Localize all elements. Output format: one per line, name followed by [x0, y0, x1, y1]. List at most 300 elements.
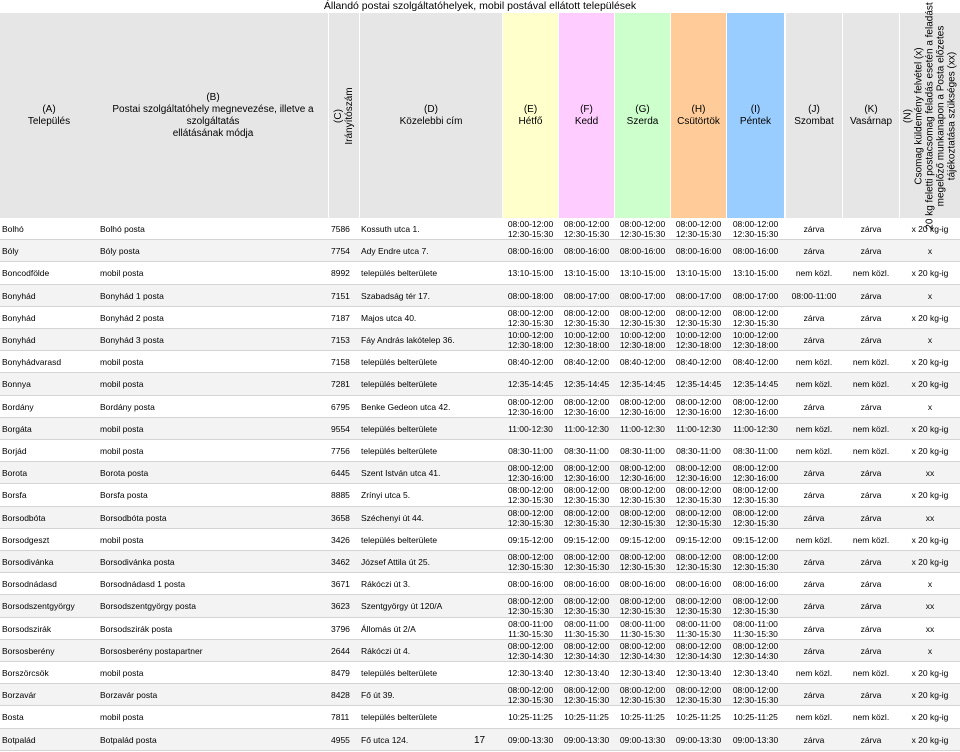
- hours-line: 12:35-14:45: [619, 379, 666, 390]
- hours-line: 12:30-16:00: [507, 473, 554, 484]
- hours-line: 08:00-16:00: [732, 246, 779, 257]
- cell-settlement: Bonyhád: [2, 290, 36, 301]
- cell-hours-tuesday: [559, 307, 614, 329]
- table-row: [0, 484, 960, 506]
- hours-line: 12:30-15:30: [563, 695, 610, 706]
- cell-hours-thursday: [671, 595, 726, 617]
- cell-address: település belterülete: [361, 534, 438, 545]
- hours-line: 08:00-12:00: [675, 307, 722, 318]
- hours-line: 12:30-15:30: [675, 695, 722, 706]
- header-label: [333, 87, 355, 144]
- cell-hours-tuesday: [559, 529, 614, 551]
- cell-hours-thursday: [671, 729, 726, 751]
- cell-hours-tuesday: [559, 440, 614, 462]
- cell-hours-friday: [727, 507, 784, 529]
- hours-line: 08:00-12:00: [563, 507, 610, 518]
- cell-hours-monday: [503, 440, 558, 462]
- cell-hours-monday: [503, 418, 558, 440]
- hours-line: 12:30-14:30: [675, 650, 722, 661]
- cell-hours-friday: [727, 595, 784, 617]
- hours-line: 12:30-15:30: [619, 606, 666, 617]
- header-label-line: tájékoztatása szükséges (xx): [946, 51, 958, 180]
- hours-line: 08:00-12:00: [507, 463, 554, 474]
- hours-line: 08:00-18:00: [507, 290, 554, 301]
- cell-office-name: Borota posta: [100, 468, 149, 479]
- hours-line: 08:40-12:00: [732, 357, 779, 368]
- cell-settlement: Borsodgeszt: [2, 534, 50, 545]
- header-label-line: Irányítószám: [344, 86, 355, 145]
- cell-postcode: 6445: [331, 468, 350, 479]
- cell-office-name: Borzavár posta: [100, 690, 158, 701]
- hours-line: 11:30-15:30: [564, 628, 609, 639]
- cell-postcode: 3623: [331, 601, 350, 612]
- hours-line: 10:00-12:00: [507, 330, 554, 340]
- hours-line: 12:30-16:00: [507, 406, 554, 417]
- header-col-i: [727, 13, 784, 218]
- cell-settlement: Bolhó: [2, 224, 24, 234]
- hours-line: 08:00-12:00: [619, 307, 666, 318]
- cell-address: Zrínyi utca 5.: [361, 490, 411, 501]
- header-col-g: [615, 13, 670, 218]
- cell-settlement: Borsodbóta: [2, 512, 46, 523]
- cell-hours-sunday: nem közl.: [852, 379, 890, 390]
- header-label-line: Szombat: [794, 115, 834, 127]
- cell-postcode: 7187: [331, 312, 350, 323]
- hours-line: 09:15-12:00: [563, 534, 610, 545]
- cell-hours-monday: [503, 706, 558, 728]
- cell-hours-tuesday: [559, 573, 614, 595]
- hours-line: 09:15-12:00: [507, 534, 554, 545]
- hours-line: 13:10-15:00: [732, 268, 779, 279]
- cell-parcel: x: [927, 335, 933, 345]
- cell-hours-thursday: [671, 307, 726, 329]
- cell-hours-tuesday: [559, 484, 614, 506]
- hours-line: 12:30-13:40: [619, 668, 666, 678]
- cell-office-name: Borsodszirák posta: [100, 623, 173, 634]
- cell-office-name: Bonyhád 1 posta: [100, 290, 164, 301]
- hours-line: 13:10-15:00: [675, 268, 722, 279]
- cell-hours-friday: [727, 729, 784, 751]
- hours-line: 12:35-14:45: [507, 379, 554, 390]
- hours-line: 12:30-15:30: [732, 495, 779, 506]
- header-label-line: (J): [808, 103, 820, 115]
- cell-hours-tuesday: [559, 396, 614, 418]
- hours-line: 12:30-15:30: [675, 317, 722, 328]
- cell-address: Szentgyörgy út 120/A: [361, 601, 443, 612]
- hours-line: 08:00-12:00: [563, 307, 610, 318]
- cell-hours-sunday: zárva: [860, 557, 882, 567]
- cell-hours-monday: [503, 396, 558, 418]
- header-col-j: [786, 13, 842, 218]
- cell-hours-thursday: [671, 240, 726, 262]
- cell-settlement: Botpalád: [2, 734, 36, 745]
- page-title: Állandó postai szolgáltatóhelyek, mobil postával ellátott települések: [323, 0, 637, 12]
- cell-hours-tuesday: [559, 418, 614, 440]
- cell-hours-friday: [727, 462, 784, 484]
- table-body: [0, 218, 960, 750]
- cell-address: Állomás út 2/A: [361, 623, 416, 634]
- hours-line: 12:30-16:00: [675, 473, 722, 484]
- cell-parcel: xx: [925, 512, 935, 523]
- cell-hours-friday: [727, 440, 784, 462]
- cell-parcel: x: [927, 579, 933, 590]
- cell-settlement: Borgáta: [2, 423, 32, 434]
- cell-hours-sunday: nem közl.: [852, 357, 890, 368]
- hours-line: 13:10-15:00: [619, 268, 666, 279]
- cell-hours-thursday: [671, 440, 726, 462]
- table-row: [0, 285, 960, 307]
- cell-hours-wednesday: [615, 218, 670, 240]
- cell-hours-tuesday: [559, 373, 614, 395]
- header-col-e: [503, 13, 558, 218]
- cell-hours-monday: [503, 218, 558, 240]
- hours-line: 12:30-15:30: [732, 606, 779, 617]
- hours-line: 08:00-16:00: [675, 579, 722, 590]
- cell-hours-saturday: zárva: [803, 246, 825, 257]
- cell-hours-monday: [503, 507, 558, 529]
- hours-line: 13:10-15:00: [507, 268, 554, 279]
- header-label-line: Csütörtök: [677, 115, 720, 127]
- hours-line: 12:35-14:45: [675, 379, 722, 390]
- hours-line: 12:30-16:00: [732, 406, 779, 417]
- cell-hours-monday: [503, 529, 558, 551]
- hours-line: 12:30-15:30: [563, 317, 610, 328]
- hours-line: 10:00-12:00: [563, 330, 610, 340]
- header-label-line: Csomag küldemény felvétel (x): [913, 46, 925, 185]
- hours-line: 12:30-15:30: [619, 695, 666, 706]
- cell-settlement: Bóly: [2, 246, 19, 257]
- hours-line: 12:30-13:40: [675, 668, 722, 678]
- cell-hours-tuesday: [559, 351, 614, 373]
- hours-line: 11:00-12:30: [733, 423, 778, 434]
- cell-hours-thursday: [671, 618, 726, 640]
- cell-parcel: x: [927, 290, 933, 301]
- cell-hours-wednesday: [615, 462, 670, 484]
- cell-postcode: 3426: [331, 534, 350, 545]
- hours-line: 08:00-12:00: [619, 552, 666, 562]
- cell-hours-saturday: nem közl.: [795, 423, 833, 434]
- hours-line: 11:00-12:30: [508, 423, 553, 434]
- hours-line: 12:30-15:30: [563, 517, 610, 528]
- hours-line: 08:00-12:00: [507, 307, 554, 318]
- hours-line: 08:00-12:00: [563, 640, 610, 651]
- cell-office-name: Borsodbóta posta: [100, 512, 167, 523]
- cell-hours-tuesday: [559, 218, 614, 240]
- cell-address: település belterülete: [361, 268, 438, 279]
- cell-postcode: 7586: [331, 224, 350, 234]
- cell-postcode: 2644: [331, 645, 350, 656]
- hours-line: 12:30-18:00: [619, 340, 666, 350]
- hours-line: 12:30-16:00: [563, 406, 610, 417]
- hours-line: 08:00-12:00: [675, 485, 722, 496]
- cell-hours-sunday: nem közl.: [852, 446, 890, 456]
- cell-postcode: 9554: [331, 423, 350, 434]
- cell-hours-wednesday: [615, 640, 670, 662]
- hours-line: 08:00-12:00: [732, 219, 779, 229]
- hours-line: 12:30-15:30: [619, 517, 666, 528]
- cell-settlement: Borsodivánka: [2, 557, 54, 567]
- hours-line: 08:00-12:00: [619, 507, 666, 518]
- cell-postcode: 3671: [331, 579, 350, 590]
- hours-line: 08:00-11:00: [620, 618, 665, 629]
- cell-parcel: x 20 kg-ig: [911, 423, 949, 434]
- hours-line: 12:30-15:30: [507, 229, 554, 239]
- cell-office-name: Bonyhád 2 posta: [100, 312, 164, 323]
- cell-address: Széchenyi út 44.: [361, 512, 424, 523]
- cell-postcode: 8992: [331, 268, 350, 279]
- table-row: [0, 640, 960, 662]
- table-row: [0, 329, 960, 351]
- hours-line: 12:35-14:45: [563, 379, 610, 390]
- table-row: [0, 529, 960, 551]
- hours-line: 12:30-18:00: [507, 340, 554, 350]
- hours-line: 08:00-17:00: [732, 290, 779, 301]
- cell-hours-thursday: [671, 329, 726, 351]
- hours-line: 08:00-12:00: [619, 463, 666, 474]
- cell-parcel: x 20 kg-ig: [911, 312, 949, 323]
- hours-line: 08:00-12:00: [563, 685, 610, 696]
- hours-line: 08:00-12:00: [563, 552, 610, 562]
- hours-line: 08:30-11:00: [508, 446, 553, 456]
- hours-line: 12:30-15:30: [619, 317, 666, 328]
- cell-hours-tuesday: [559, 285, 614, 307]
- cell-hours-monday: [503, 351, 558, 373]
- cell-parcel: xx: [925, 601, 935, 612]
- cell-hours-saturday: nem közl.: [795, 534, 833, 545]
- cell-hours-monday: [503, 662, 558, 684]
- cell-hours-thursday: [671, 573, 726, 595]
- cell-hours-thursday: [671, 396, 726, 418]
- cell-hours-saturday: 08:00-11:00: [791, 290, 837, 301]
- hours-line: 08:00-12:00: [507, 552, 554, 562]
- cell-address: Majos utca 40.: [361, 312, 417, 323]
- hours-line: 08:40-12:00: [675, 357, 722, 368]
- table-row: [0, 684, 960, 706]
- cell-hours-saturday: nem közl.: [795, 668, 833, 678]
- cell-hours-wednesday: [615, 396, 670, 418]
- hours-line: 08:40-12:00: [563, 357, 610, 368]
- cell-parcel: xx: [925, 623, 935, 634]
- header-col-c: [329, 13, 359, 218]
- hours-line: 09:00-13:30: [507, 734, 554, 745]
- cell-hours-saturday: zárva: [803, 312, 825, 323]
- cell-office-name: mobil posta: [100, 357, 144, 368]
- hours-line: 12:30-14:30: [732, 650, 779, 661]
- cell-hours-wednesday: [615, 507, 670, 529]
- cell-hours-thursday: [671, 218, 726, 240]
- cell-hours-tuesday: [559, 551, 614, 573]
- hours-line: 08:00-12:00: [563, 463, 610, 474]
- hours-line: 09:00-13:30: [732, 734, 779, 745]
- cell-hours-saturday: nem közl.: [795, 268, 833, 279]
- cell-hours-sunday: nem közl.: [852, 534, 890, 545]
- hours-line: 08:00-12:00: [732, 685, 779, 696]
- header-label-line: Szerda: [626, 115, 659, 127]
- table-row: [0, 507, 960, 529]
- cell-hours-friday: [727, 618, 784, 640]
- cell-settlement: Borsosberény: [2, 645, 55, 656]
- hours-line: 12:30-16:00: [619, 473, 666, 484]
- hours-line: 08:00-17:00: [563, 290, 610, 301]
- hours-line: 08:00-17:00: [619, 290, 666, 301]
- hours-line: 08:00-17:00: [675, 290, 722, 301]
- hours-line: 12:30-18:00: [732, 340, 779, 350]
- cell-office-name: Borsodszentgyörgy posta: [100, 601, 196, 612]
- hours-line: 12:30-13:40: [732, 668, 779, 678]
- hours-line: 12:30-15:30: [675, 495, 722, 506]
- cell-hours-friday: [727, 307, 784, 329]
- cell-hours-monday: [503, 262, 558, 284]
- cell-hours-monday: [503, 551, 558, 573]
- hours-line: 08:00-12:00: [732, 463, 779, 474]
- hours-line: 08:00-12:00: [732, 596, 779, 607]
- cell-hours-wednesday: [615, 706, 670, 728]
- cell-hours-wednesday: [615, 440, 670, 462]
- hours-line: 10:00-12:00: [675, 330, 722, 340]
- cell-hours-tuesday: [559, 640, 614, 662]
- cell-hours-friday: [727, 396, 784, 418]
- hours-line: 09:00-13:30: [675, 734, 722, 745]
- cell-parcel: x 20 kg-ig: [911, 734, 949, 745]
- cell-settlement: Borsodnádasd: [2, 579, 57, 590]
- table-row: [0, 351, 960, 373]
- cell-parcel: x 20 kg-ig: [911, 534, 949, 545]
- table-row: [0, 262, 960, 284]
- hours-line: 08:00-16:00: [619, 246, 666, 257]
- hours-line: 12:30-16:00: [732, 473, 779, 484]
- header-label-line: (D): [424, 103, 438, 115]
- hours-line: 08:40-12:00: [507, 357, 554, 368]
- hours-line: 12:30-14:30: [619, 650, 666, 661]
- hours-line: 12:30-15:30: [675, 606, 722, 617]
- cell-parcel: x 20 kg-ig: [911, 690, 949, 701]
- cell-hours-sunday: zárva: [860, 290, 882, 301]
- cell-hours-friday: [727, 573, 784, 595]
- cell-settlement: Bonyhád: [2, 312, 36, 323]
- header-label-line: (F): [580, 103, 593, 115]
- cell-hours-wednesday: [615, 351, 670, 373]
- table-row: [0, 373, 960, 395]
- table-row: [0, 307, 960, 329]
- cell-hours-sunday: zárva: [860, 690, 882, 701]
- header-label-line: (K): [864, 103, 878, 115]
- header-label-line: Péntek: [739, 115, 772, 127]
- cell-parcel: x: [927, 645, 933, 656]
- hours-line: 12:30-14:30: [507, 650, 554, 661]
- cell-hours-wednesday: [615, 329, 670, 351]
- hours-line: 10:25-11:25: [676, 712, 721, 723]
- cell-hours-tuesday: [559, 662, 614, 684]
- hours-line: 12:30-13:40: [563, 668, 610, 678]
- page-number: 17: [474, 735, 486, 746]
- header-col-a: [0, 13, 98, 218]
- hours-line: 08:00-12:00: [507, 485, 554, 496]
- hours-line: 08:40-12:00: [619, 357, 666, 368]
- table-row: [0, 618, 960, 640]
- hours-line: 12:30-18:00: [563, 340, 610, 350]
- cell-hours-thursday: [671, 285, 726, 307]
- cell-address: Szent István utca 41.: [361, 468, 441, 479]
- cell-settlement: Borsodszentgyörgy: [2, 601, 75, 612]
- cell-hours-thursday: [671, 462, 726, 484]
- cell-hours-wednesday: [615, 240, 670, 262]
- hours-line: 08:00-12:00: [563, 219, 610, 229]
- cell-hours-tuesday: [559, 240, 614, 262]
- hours-line: 08:00-12:00: [675, 463, 722, 474]
- hours-line: 08:00-11:00: [676, 618, 721, 629]
- hours-line: 13:10-15:00: [563, 268, 610, 279]
- cell-address: település belterülete: [361, 712, 438, 723]
- cell-hours-wednesday: [615, 729, 670, 751]
- hours-line: 08:00-16:00: [563, 246, 610, 257]
- hours-line: 08:00-12:00: [507, 396, 554, 407]
- hours-line: 08:00-12:00: [675, 596, 722, 607]
- cell-address: település belterülete: [361, 357, 438, 368]
- cell-hours-sunday: zárva: [860, 246, 882, 257]
- cell-parcel: x 20 kg-ig: [911, 557, 949, 567]
- hours-line: 08:00-16:00: [675, 246, 722, 257]
- cell-parcel: x: [927, 401, 933, 412]
- cell-postcode: 7158: [331, 357, 350, 368]
- hours-line: 10:25-11:25: [733, 712, 778, 723]
- hours-line: 08:30-11:00: [620, 446, 665, 456]
- cell-hours-sunday: zárva: [860, 579, 882, 590]
- header-label-line: (N): [902, 108, 914, 123]
- cell-hours-saturday: zárva: [803, 224, 825, 234]
- hours-line: 12:30-16:00: [619, 406, 666, 417]
- cell-hours-sunday: nem közl.: [852, 423, 890, 434]
- hours-line: 11:30-15:30: [508, 628, 553, 639]
- cell-hours-wednesday: [615, 373, 670, 395]
- hours-line: 12:30-15:30: [507, 517, 554, 528]
- cell-hours-saturday: nem közl.: [795, 712, 833, 723]
- header-col-k: [843, 13, 899, 218]
- cell-parcel: x 20 kg-ig: [911, 446, 949, 456]
- cell-hours-wednesday: [615, 529, 670, 551]
- hours-line: 08:00-12:00: [732, 552, 779, 562]
- hours-line: 08:00-12:00: [619, 219, 666, 229]
- hours-line: 12:30-15:30: [732, 562, 779, 572]
- table-row: [0, 462, 960, 484]
- cell-hours-saturday: nem közl.: [795, 379, 833, 390]
- hours-line: 12:30-18:00: [675, 340, 722, 350]
- cell-hours-sunday: zárva: [860, 512, 882, 523]
- cell-postcode: 3796: [331, 623, 350, 634]
- cell-postcode: 7151: [331, 290, 350, 301]
- hours-line: 09:00-13:30: [619, 734, 666, 745]
- cell-hours-monday: [503, 595, 558, 617]
- hours-line: 12:30-15:30: [507, 317, 554, 328]
- hours-line: 12:30-13:40: [507, 668, 554, 678]
- hours-line: 12:30-15:30: [507, 606, 554, 617]
- hours-line: 08:00-11:00: [564, 618, 609, 629]
- cell-hours-sunday: zárva: [860, 401, 882, 412]
- hours-line: 12:30-15:30: [563, 229, 610, 239]
- cell-postcode: 4955: [331, 734, 350, 745]
- cell-hours-friday: [727, 662, 784, 684]
- header-label-line: 20 kg feletti postacsomag feladás esetén a feladást: [924, 1, 936, 230]
- cell-settlement: Bonyhád: [2, 335, 36, 345]
- cell-hours-saturday: zárva: [803, 512, 825, 523]
- cell-hours-thursday: [671, 418, 726, 440]
- cell-hours-monday: [503, 618, 558, 640]
- cell-parcel: x 20 kg-ig: [911, 712, 949, 723]
- hours-line: 08:00-12:00: [563, 396, 610, 407]
- hours-line: 08:00-16:00: [563, 579, 610, 590]
- cell-hours-friday: [727, 551, 784, 573]
- cell-hours-sunday: zárva: [860, 312, 882, 323]
- cell-address: Fáy András lakótelep 36.: [361, 335, 455, 345]
